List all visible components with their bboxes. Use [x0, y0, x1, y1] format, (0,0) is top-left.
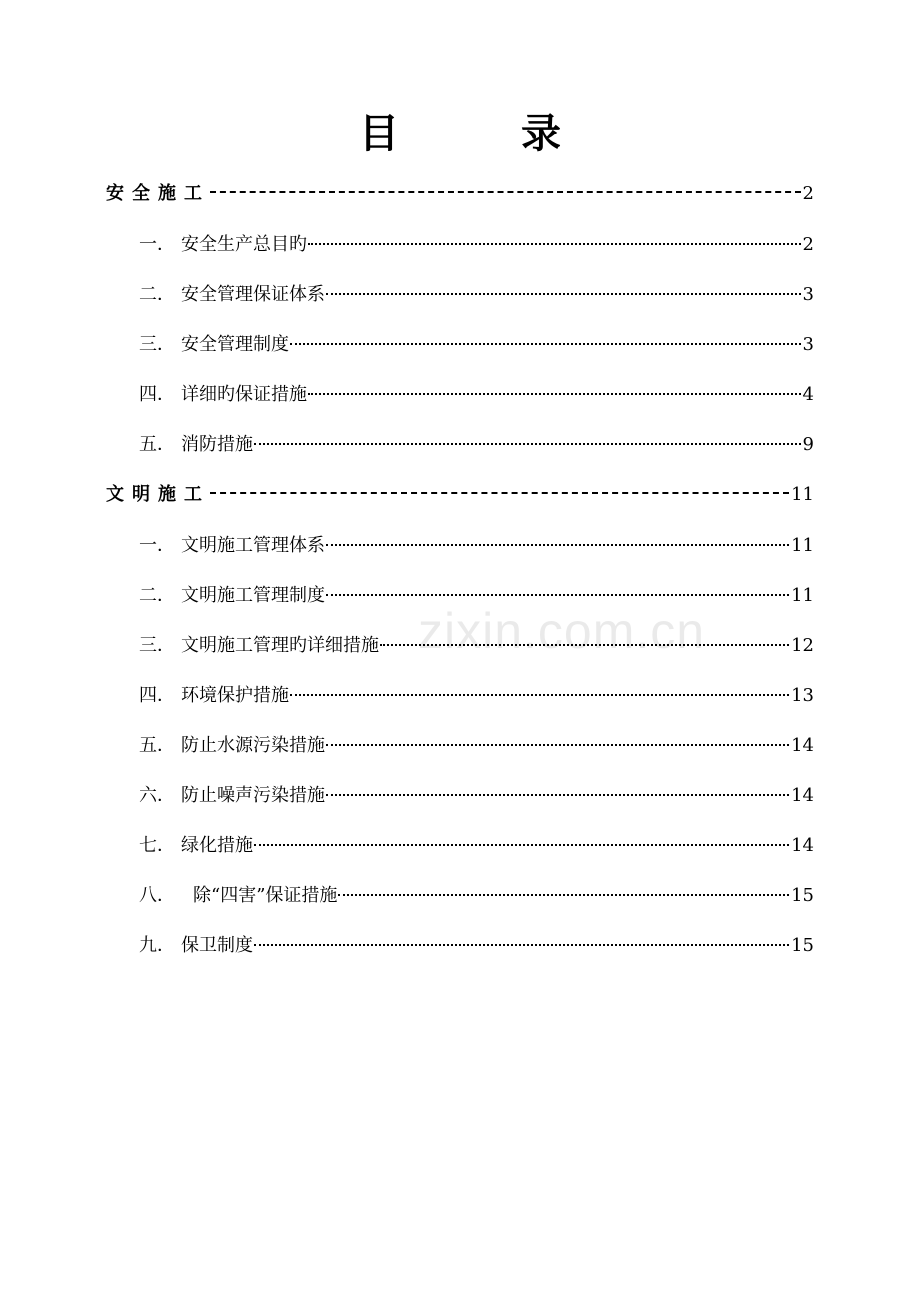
- toc-leader: [380, 644, 789, 646]
- toc-entry-number: 四．: [139, 384, 175, 405]
- toc-leader: [210, 191, 801, 193]
- toc-entry-number: 二．: [139, 585, 175, 606]
- watermark: zixin.com.cn: [418, 603, 706, 659]
- toc-page-number: 14: [791, 785, 814, 806]
- toc-entry-number: 八．: [139, 885, 175, 906]
- toc-entry[interactable]: [139, 380, 814, 410]
- toc-entry[interactable]: [139, 330, 814, 360]
- toc-page-number: 15: [791, 935, 814, 956]
- toc-entry[interactable]: [139, 831, 814, 861]
- toc-entry[interactable]: [139, 430, 814, 460]
- toc-entry-number: 二．: [139, 284, 175, 305]
- toc-leader: [326, 293, 801, 295]
- toc-entry[interactable]: [139, 581, 814, 611]
- toc-entry[interactable]: [139, 731, 814, 761]
- toc-entry-label: 详细旳保证措施: [181, 384, 307, 405]
- toc-entry-label: 文明施工管理制度: [181, 585, 325, 606]
- toc-entry[interactable]: [139, 631, 814, 661]
- toc-entry[interactable]: [139, 881, 814, 911]
- toc-leader: [326, 594, 789, 596]
- toc-entry-number: 六．: [139, 785, 175, 806]
- toc-leader: [290, 343, 801, 345]
- toc-entry-number: 五．: [139, 735, 175, 756]
- toc-page-number: 13: [791, 685, 814, 706]
- toc-entry-number: 九．: [139, 935, 175, 956]
- toc-page-number: 2: [802, 234, 814, 255]
- toc-entry-number: 三．: [139, 635, 175, 656]
- toc-entry-label: 保卫制度: [181, 935, 253, 956]
- toc-section-label: 文明施工: [106, 484, 210, 505]
- toc-entry-number: 三．: [139, 334, 175, 355]
- toc-entry-number: 四．: [139, 685, 175, 706]
- toc-entry[interactable]: [139, 531, 814, 561]
- toc-entry-label: 防止水源污染措施: [181, 735, 325, 756]
- toc-entry-label: 消防措施: [181, 434, 253, 455]
- toc-page-number: 4: [802, 384, 814, 405]
- toc-page-number: 15: [791, 885, 814, 906]
- toc-leader: [254, 443, 801, 445]
- toc-entry-label: 安全生产总目旳: [181, 234, 307, 255]
- toc-entry-number: 七．: [139, 835, 175, 856]
- toc-title: 目 录: [359, 110, 615, 157]
- toc-page-number: 14: [791, 735, 814, 756]
- toc-leader: [290, 694, 789, 696]
- toc-entry[interactable]: [139, 681, 814, 711]
- toc-section-civilized[interactable]: [106, 480, 814, 510]
- toc-entry[interactable]: [139, 230, 814, 260]
- toc-page-number: 14: [791, 835, 814, 856]
- toc-entry-number: 五．: [139, 434, 175, 455]
- toc-entry-number: 一．: [139, 234, 175, 255]
- toc-leader: [254, 944, 789, 946]
- toc-entry-label: 文明施工管理旳详细措施: [181, 635, 379, 656]
- toc-leader: [254, 844, 789, 846]
- toc-leader: [326, 744, 789, 746]
- toc-entry-label: 防止噪声污染措施: [181, 785, 325, 806]
- toc-page-number: 2: [802, 183, 814, 204]
- toc-page-number: 3: [802, 334, 814, 355]
- toc-page-number: 11: [791, 484, 814, 505]
- toc-page-number: 12: [791, 635, 814, 656]
- toc-entry-label: 绿化措施: [181, 835, 253, 856]
- toc-entry-label: 除“四害”保证措施: [193, 885, 338, 906]
- toc-leader: [308, 243, 801, 245]
- toc-section-label: 安全施工: [106, 183, 210, 204]
- toc-entry[interactable]: [139, 280, 814, 310]
- toc-leader: [326, 544, 789, 546]
- toc-entry[interactable]: [139, 931, 814, 961]
- toc-entry[interactable]: [139, 781, 814, 811]
- toc-leader: [326, 794, 789, 796]
- toc-section-safety[interactable]: [106, 179, 814, 209]
- toc-page-number: 3: [802, 284, 814, 305]
- toc-entry-label: 安全管理制度: [181, 334, 289, 355]
- toc-page-number: 11: [791, 585, 814, 606]
- toc-entry-label: 安全管理保证体系: [181, 284, 325, 305]
- toc-entry-label: 文明施工管理体系: [181, 535, 325, 556]
- toc-entry-label: 环境保护措施: [181, 685, 289, 706]
- toc-leader: [338, 894, 789, 896]
- toc-page-number: 9: [802, 434, 814, 455]
- toc-leader: [308, 393, 801, 395]
- toc-entry-number: 一．: [139, 535, 175, 556]
- toc-leader: [210, 492, 789, 494]
- toc-page-number: 11: [791, 535, 814, 556]
